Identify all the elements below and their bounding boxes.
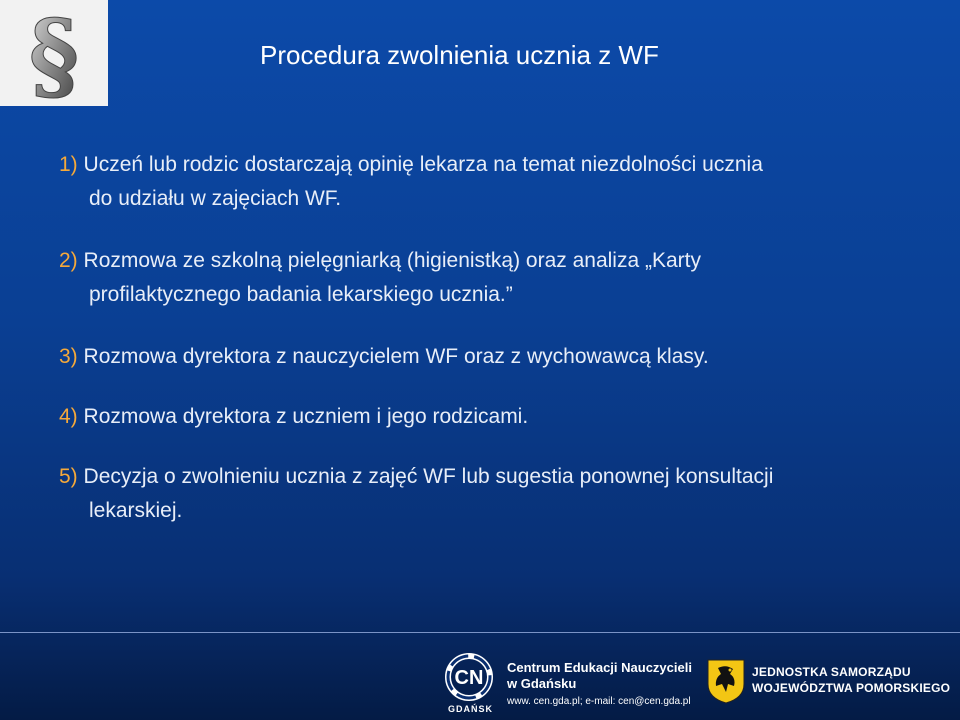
item-number: 1) [59, 153, 78, 176]
item-text-continued: do udziału w zajęciach WF. [89, 187, 342, 210]
jst-name [752, 664, 950, 696]
item-text-continued: lekarskiej. [89, 499, 183, 522]
list-item-1 [59, 148, 939, 216]
item-number: 4) [59, 405, 78, 428]
item-text: Decyzja o zwolnieniu ucznia z zajęć WF lub sugestia ponownej konsultacji [77, 465, 774, 488]
jst-name-line1: JEDNOSTKA SAMORZĄDU [752, 665, 911, 679]
list-item-4 [59, 400, 939, 434]
item-text: Rozmowa ze szkolną pielęgniarką (higienistką) oraz analiza „Karty [77, 249, 701, 272]
item-number: 3) [59, 345, 78, 368]
svg-text:CN: CN [454, 667, 484, 689]
item-number: 5) [59, 465, 78, 488]
paragraph-sign-icon [14, 5, 94, 101]
svg-text:§: § [28, 5, 80, 101]
cen-contact: www. cen.gda.pl; e-mail: cen@cen.gda.pl [507, 696, 691, 707]
list-item-5 [59, 460, 939, 528]
cen-logo-icon [445, 652, 497, 702]
item-text: Rozmowa dyrektora z uczniem i jego rodzicami. [77, 405, 529, 428]
item-text-continued: profilaktycznego badania lekarskiego ucznia.” [89, 283, 513, 306]
footer-divider [0, 632, 960, 633]
cen-name-line1: Centrum Edukacji Nauczycieli [507, 660, 692, 675]
list-item-2 [59, 244, 939, 312]
paragraph-logo [0, 0, 108, 106]
item-text: Rozmowa dyrektora z nauczycielem WF oraz z wychowawcą klasy. [77, 345, 709, 368]
page-title: Procedura zwolnienia ucznia z WF [260, 40, 659, 70]
cen-badge: GDAŃSK [448, 704, 494, 714]
jst-name-line2: WOJEWÓDZTWA POMORSKIEGO [752, 681, 951, 695]
pomorskie-crest-icon [706, 658, 746, 704]
item-number: 2) [59, 249, 78, 272]
footer [0, 640, 960, 720]
procedure-list [59, 148, 939, 528]
item-text: Uczeń lub rodzic dostarczają opinię lekarza na temat niezdolności ucznia [77, 153, 763, 176]
list-item-3 [59, 340, 939, 374]
cen-name-line2: w Gdańsku [507, 676, 577, 691]
cen-name [507, 660, 692, 692]
